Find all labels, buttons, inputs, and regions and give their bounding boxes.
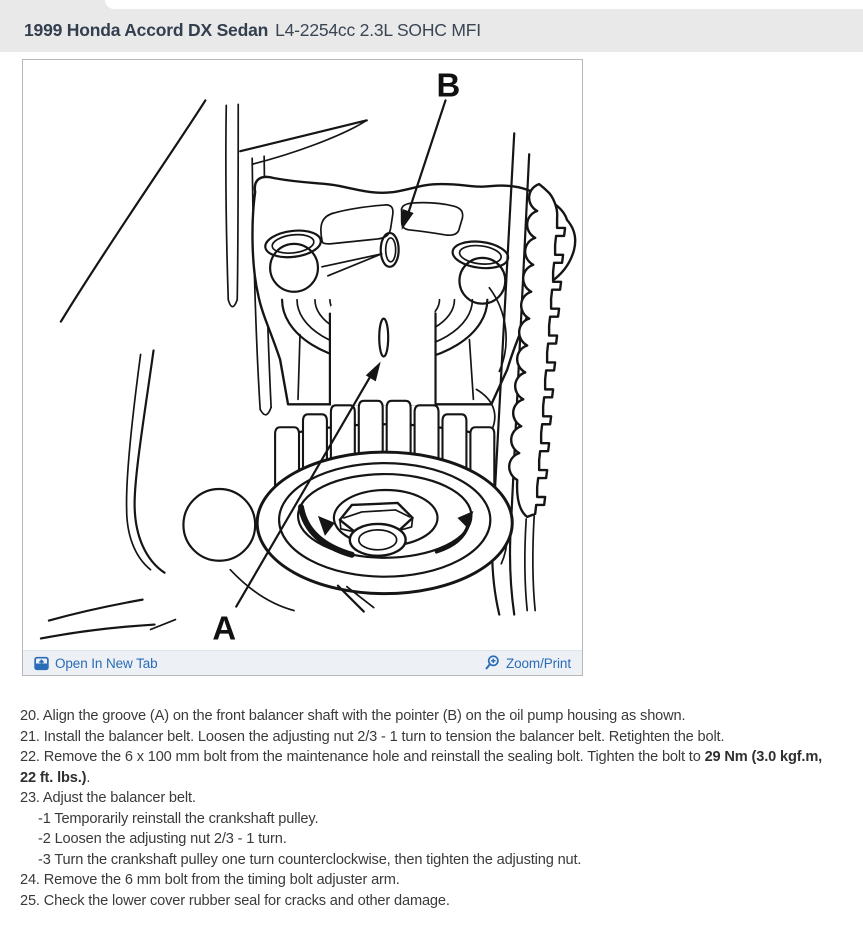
label-a: A: [212, 609, 237, 647]
instruction-item: 21. Install the balancer belt. Loosen the adjusting nut 2/3 - 1 turn to tension the balancer belt. Retighten the bolt.: [20, 728, 725, 745]
instruction-item: 24. Remove the 6 mm bolt from the timing bolt adjuster arm.: [20, 872, 400, 888]
top-strip: [0, 0, 863, 9]
top-strip-tab-curve: [105, 0, 863, 9]
figure-area: [23, 60, 582, 650]
instruction-item: -3 Turn the crankshaft pulley one turn counterclockwise, then tighten the adjusting nut.: [38, 851, 582, 868]
balancer-shaft-diagram: [23, 60, 582, 650]
instruction-item: -2 Loosen the adjusting nut 2/3 - 1 turn.: [38, 831, 287, 847]
instruction-item: -1 Temporarily reinstall the crankshaft pulley.: [38, 810, 319, 827]
vehicle-title: 1999 Honda Accord DX Sedan: [24, 20, 269, 40]
engine-subtitle: L4-2254cc 2.3L SOHC MFI: [275, 20, 481, 40]
zoom-print-link[interactable]: [484, 655, 571, 671]
zoom-print-label: Zoom/Print: [505, 655, 571, 671]
open-in-new-tab-link[interactable]: [34, 656, 158, 671]
open-new-tab-icon: [34, 656, 49, 671]
open-in-new-tab-label: Open In New Tab: [55, 655, 158, 671]
balancer-shaft: [330, 306, 436, 406]
figure-panel: [22, 59, 583, 676]
maintenance-hole: [183, 489, 255, 561]
instruction-item: 25. Check the lower cover rubber seal for cracks and other damage.: [20, 892, 450, 909]
instructions-list: [20, 706, 832, 911]
magnifier-plus-icon: [484, 655, 500, 671]
instruction-item: 20. Align the groove (A) on the front balancer shaft with the pointer (B) on the oil pump housing as shown.: [20, 708, 686, 724]
vehicle-header: [0, 9, 863, 52]
label-b: B: [436, 66, 461, 104]
instruction-item: 23. Adjust the balancer belt.: [20, 790, 196, 806]
figure-toolbar: [23, 650, 582, 675]
instruction-item: 22. Remove the 6 x 100 mm bolt from the maintenance hole and reinstall the sealing bolt. Tighten the bolt to 29 Nm (3.0 kgf.m, 22 ft. lbs.).: [20, 749, 823, 786]
